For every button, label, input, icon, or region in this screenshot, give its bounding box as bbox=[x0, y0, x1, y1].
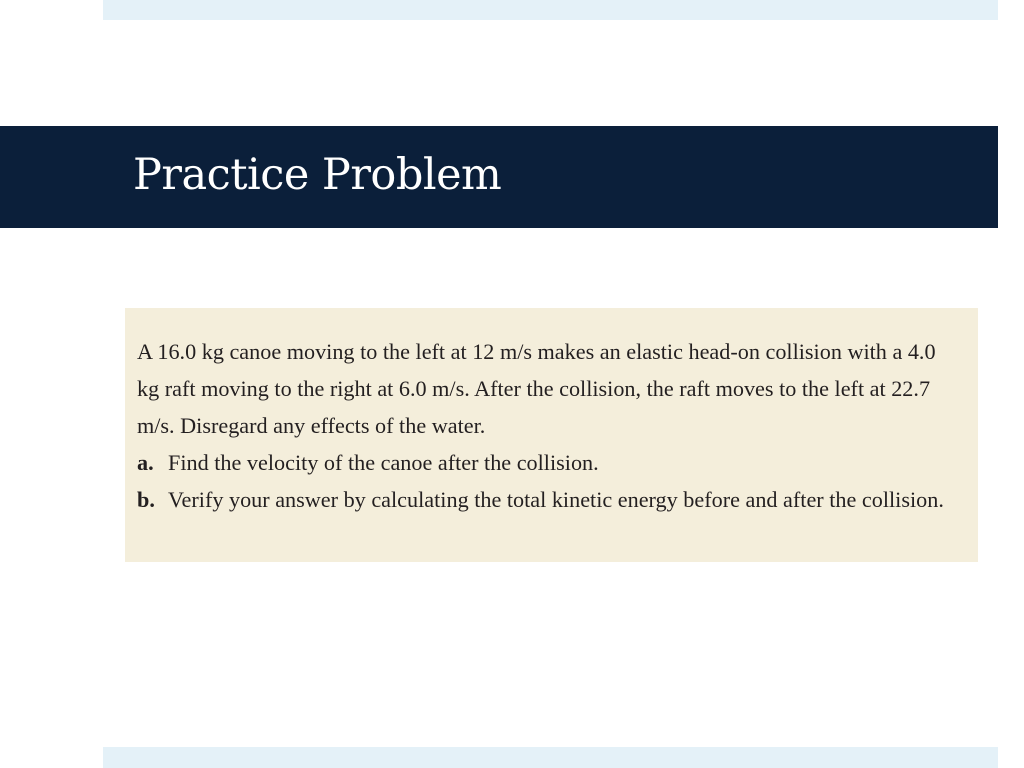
part-b-letter: b. bbox=[137, 487, 155, 512]
part-a-letter: a. bbox=[137, 450, 154, 475]
top-accent-band bbox=[103, 0, 998, 20]
problem-intro: A 16.0 kg canoe moving to the left at 12 m/s makes an elastic head-on collision with a 4.0 kg raft moving to the right at 6.0 m/s. After the collision, the raft moves to the left at 22.7 m/s. Disregard any effects of the water. bbox=[137, 339, 936, 438]
problem-part-b bbox=[137, 481, 959, 518]
part-b-text: Verify your answer by calculating the total kinetic energy before and after the collision. bbox=[168, 487, 944, 512]
part-a-text: Find the velocity of the canoe after the collision. bbox=[168, 450, 599, 475]
slide-title: Practice Problem bbox=[133, 150, 502, 200]
problem-part-a bbox=[137, 444, 959, 481]
bottom-accent-band bbox=[103, 747, 998, 768]
problem-text bbox=[137, 333, 959, 518]
